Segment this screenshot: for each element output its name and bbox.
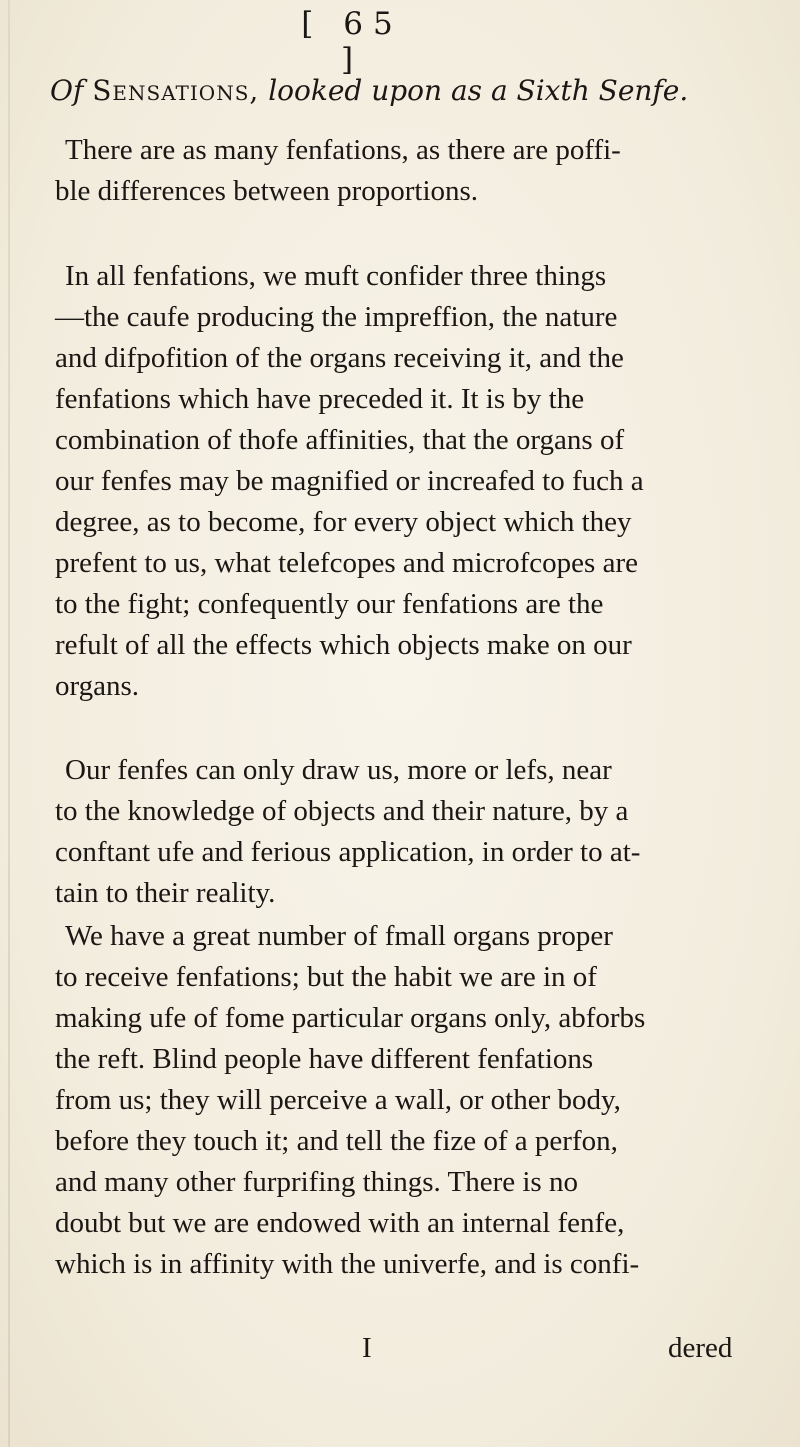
paragraph-line: There are as many fenfations, as there are poffi- [65, 134, 621, 166]
paragraph-line: to the fight; confequently our fenfations are the [55, 588, 604, 620]
page-footer [50, 1332, 750, 1373]
paragraph-line: making ufe of fome particular organs only, abforbs [55, 1002, 646, 1034]
paragraph-line: fenfations which have preceded it. It is by the [55, 383, 585, 415]
page-number: [ 65 ] [301, 6, 403, 78]
paragraph-line: We have a great number of fmall organs proper [65, 920, 613, 952]
paragraph-line: to the knowledge of objects and their nature, by a [55, 795, 629, 827]
heading-prefix: Of [50, 74, 93, 107]
paragraph-line: the reft. Blind people have different fenfations [55, 1043, 594, 1075]
paragraph-line: prefent to us, what telefcopes and microfcopes are [55, 547, 638, 579]
paragraph-line: which is in affinity with the univerfe, and is confi- [55, 1248, 640, 1280]
paragraph-line: ble differences between proportions. [55, 175, 479, 207]
paragraph-line: doubt but we are endowed with an internal fenfe, [55, 1207, 625, 1239]
paragraph-line: conftant ufe and ferious application, in order to at- [55, 836, 641, 868]
section-heading [50, 74, 688, 107]
paragraph-line: In all fenfations, we muft confider three things [65, 260, 607, 292]
page-edge [8, 0, 10, 1447]
paragraph-4 [55, 916, 735, 1285]
paragraph-line: from us; they will perceive a wall, or other body, [55, 1084, 621, 1116]
paragraph-3 [55, 750, 735, 914]
signature-mark: I [362, 1332, 372, 1364]
paragraph-line: —the caufe producing the impreffion, the nature [55, 301, 618, 333]
paragraph-line: before they touch it; and tell the fize of a perfon, [55, 1125, 618, 1157]
heading-title: Sensations, [92, 74, 260, 107]
paragraph-line: and difpofition of the organs receiving it, and the [55, 342, 624, 374]
paragraph-line: Our fenfes can only draw us, more or lefs, near [65, 754, 612, 786]
paragraph-line: tain to their reality. [55, 877, 276, 909]
paragraph-line: our fenfes may be magnified or increafed to fuch a [55, 465, 644, 497]
paragraph-line: to receive fenfations; but the habit we are in of [55, 961, 597, 993]
paragraph-line: refult of all the effects which objects make on our [55, 629, 632, 661]
paragraph-line: degree, as to become, for every object which they [55, 506, 632, 538]
paragraph-line: combination of thofe affinities, that the organs of [55, 424, 625, 456]
paragraph-line: and many other furprifing things. There is no [55, 1166, 578, 1198]
paragraph-line: organs. [55, 670, 140, 702]
paragraph-1 [55, 130, 735, 212]
catchword: dered [668, 1332, 733, 1364]
paragraph-2 [55, 256, 735, 707]
heading-subtitle: looked upon as a Sixth Senfe. [259, 74, 689, 107]
